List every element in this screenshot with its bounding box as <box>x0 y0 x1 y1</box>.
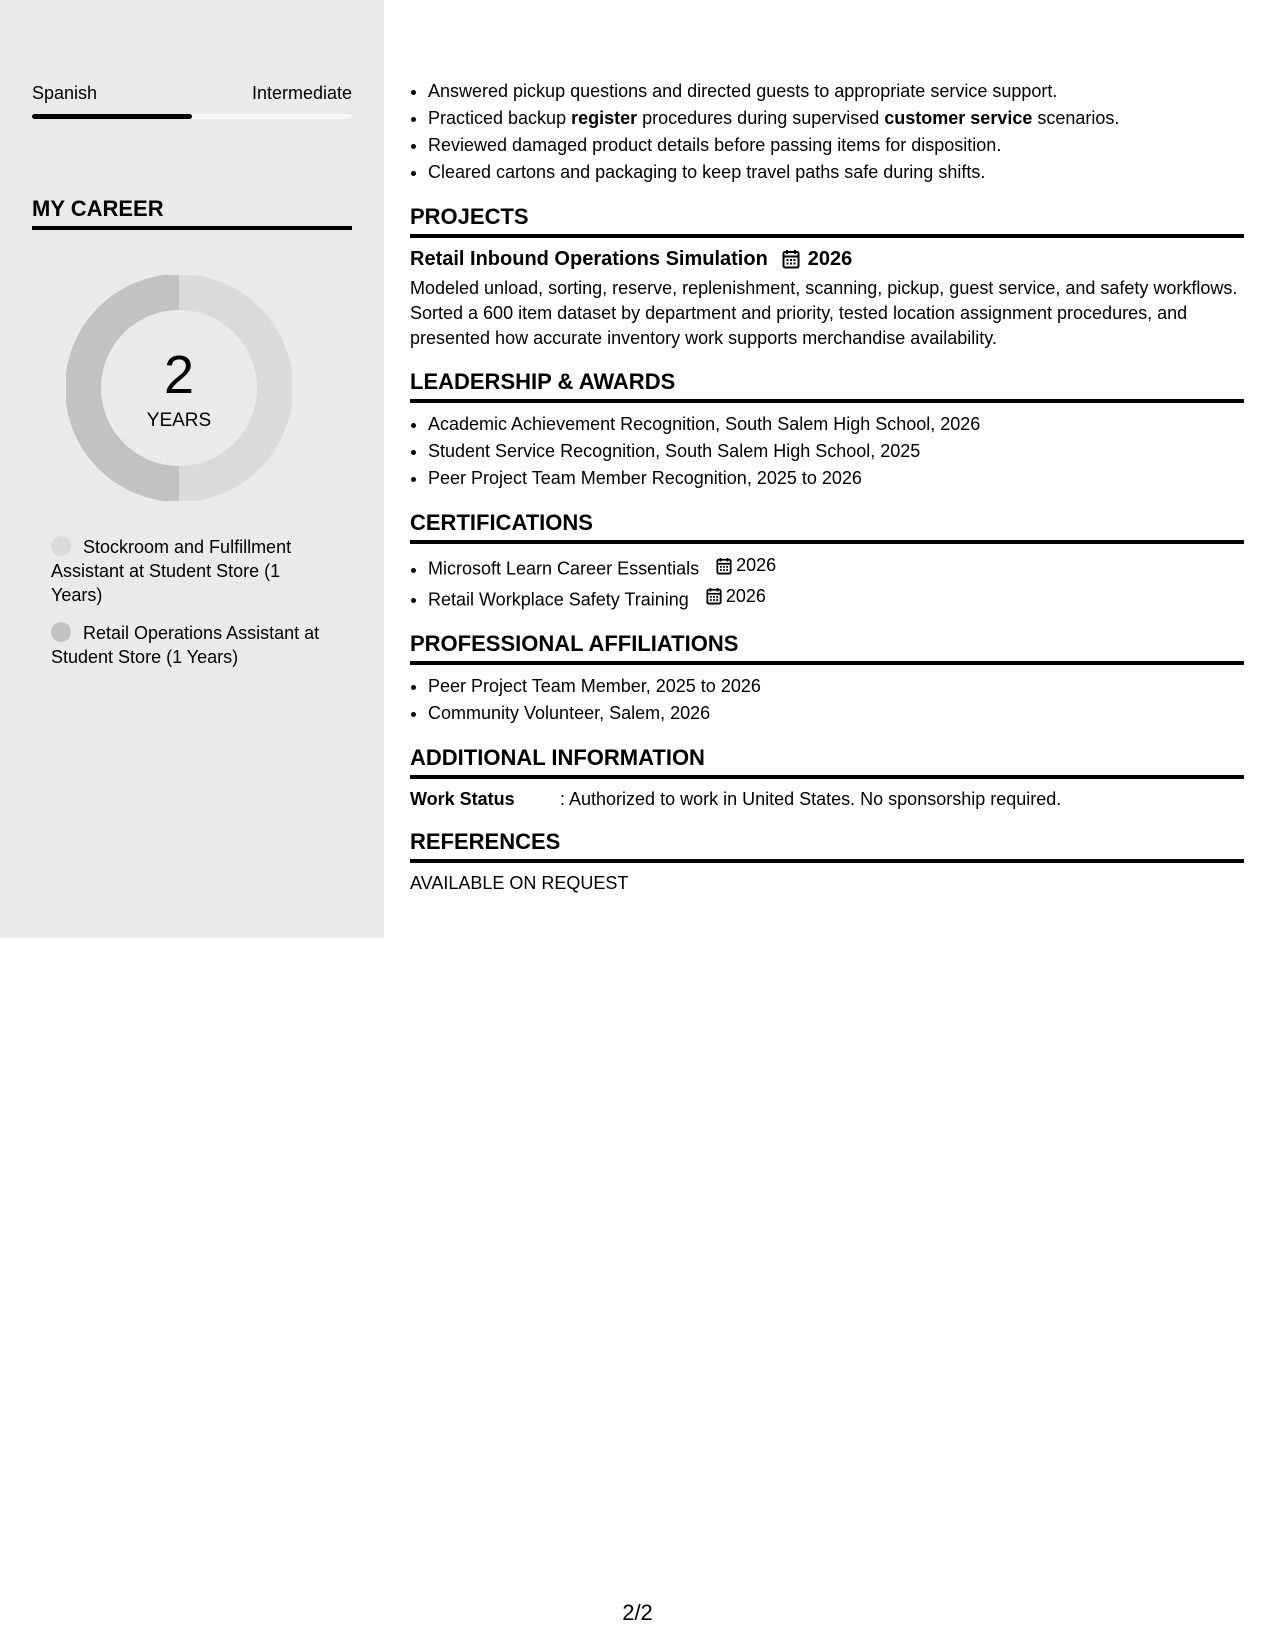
affiliation-item: • Peer Project Team Member, 2025 to 2026 <box>428 673 1244 700</box>
references-title: REFERENCES <box>410 829 1244 863</box>
calendar-icon <box>706 587 722 605</box>
experience-bullet: • Cleared cartons and packaging to keep travel paths safe during shifts. <box>428 159 1244 186</box>
language-proficiency-bar <box>32 114 352 119</box>
certification-date-value: 2026 <box>736 555 777 575</box>
career-item-label: Stockroom and Fulfillment Assistant at Student Store (1 Years) <box>51 537 292 605</box>
affiliations-list <box>410 673 1244 727</box>
additional-info-title: ADDITIONAL INFORMATION <box>410 745 1244 779</box>
page-number: 2/2 <box>622 1600 653 1625</box>
certification-item <box>428 552 1244 583</box>
references-text: AVAILABLE ON REQUEST <box>410 873 629 893</box>
leadership-title: LEADERSHIP & AWARDS <box>410 369 1244 403</box>
career-list <box>51 535 321 683</box>
affiliation-item: • Community Volunteer, Salem, 2026 <box>428 700 1244 727</box>
work-status-row <box>410 787 1244 811</box>
career-section-title: MY CAREER <box>32 196 352 230</box>
certification-item <box>428 583 1244 614</box>
sidebar <box>0 0 384 938</box>
bullet-keyword: register <box>571 108 638 128</box>
project-date <box>782 246 853 272</box>
certification-date-value: 2026 <box>725 585 766 606</box>
bullet-text: procedures during supervised <box>637 108 885 128</box>
leadership-item: • Student Service Recognition, South Salem High School, 2025 <box>428 438 1244 465</box>
bullet-text: scenarios. <box>1032 108 1120 128</box>
bullet-text: Practiced backup <box>428 108 572 128</box>
main-content <box>410 78 1244 895</box>
career-item <box>51 621 321 669</box>
experience-bullet: • Reviewed damaged product details before passing items for disposition. <box>428 132 1244 159</box>
projects-title: PROJECTS <box>410 204 1244 238</box>
certification-name: Microsoft Learn Career Essentials <box>428 558 700 579</box>
project-date-value: 2026 <box>807 248 853 270</box>
career-item-label: Retail Operations Assistant at Student Store (1 Years) <box>51 623 320 667</box>
calendar-icon <box>782 249 800 269</box>
affiliations-title: PROFESSIONAL AFFILIATIONS <box>410 631 1244 665</box>
language-proficiency-fill <box>32 114 192 119</box>
work-status-label: Work Status <box>410 789 515 809</box>
experience-bullets <box>410 78 1244 186</box>
certifications-list <box>410 552 1244 613</box>
certifications-title: CERTIFICATIONS <box>410 510 1244 544</box>
calendar-icon <box>716 557 732 575</box>
project-header <box>410 246 1244 272</box>
certification-date <box>706 583 766 610</box>
experience-bullet <box>428 105 1244 132</box>
career-years-unit: YEARS <box>146 410 212 431</box>
language-level: Intermediate <box>251 83 352 103</box>
certification-name: Retail Workplace Safety Training <box>428 589 689 609</box>
career-legend-dot <box>51 622 71 642</box>
career-legend-dot <box>51 536 71 556</box>
experience-bullet: • Answered pickup questions and directed guests to appropriate service support. <box>428 78 1244 105</box>
project-name: Retail Inbound Operations Simulation <box>410 248 768 270</box>
career-item <box>51 535 321 607</box>
leadership-item: • Academic Achievement Recognition, South Salem High School, 2026 <box>428 411 1244 438</box>
bullet-keyword: customer service <box>884 108 1033 128</box>
leadership-item: • Peer Project Team Member Recognition, 2025 to 2026 <box>428 465 1244 492</box>
certification-date <box>716 552 776 579</box>
language-name: Spanish <box>32 83 98 103</box>
language-row <box>32 82 352 104</box>
leadership-list <box>410 411 1244 492</box>
project-description: Modeled unload, sorting, reserve, replenishment, scanning, pickup, guest service, and safety workflows. Sorted a 600 item dataset by department and priority, tested location assignment procedures, and presented how accurate inventory work supports merchandise availability. <box>410 278 1238 348</box>
work-status-value: : Authorized to work in United States. No sponsorship required. <box>560 789 1062 809</box>
career-years-value: 2 <box>163 345 195 405</box>
